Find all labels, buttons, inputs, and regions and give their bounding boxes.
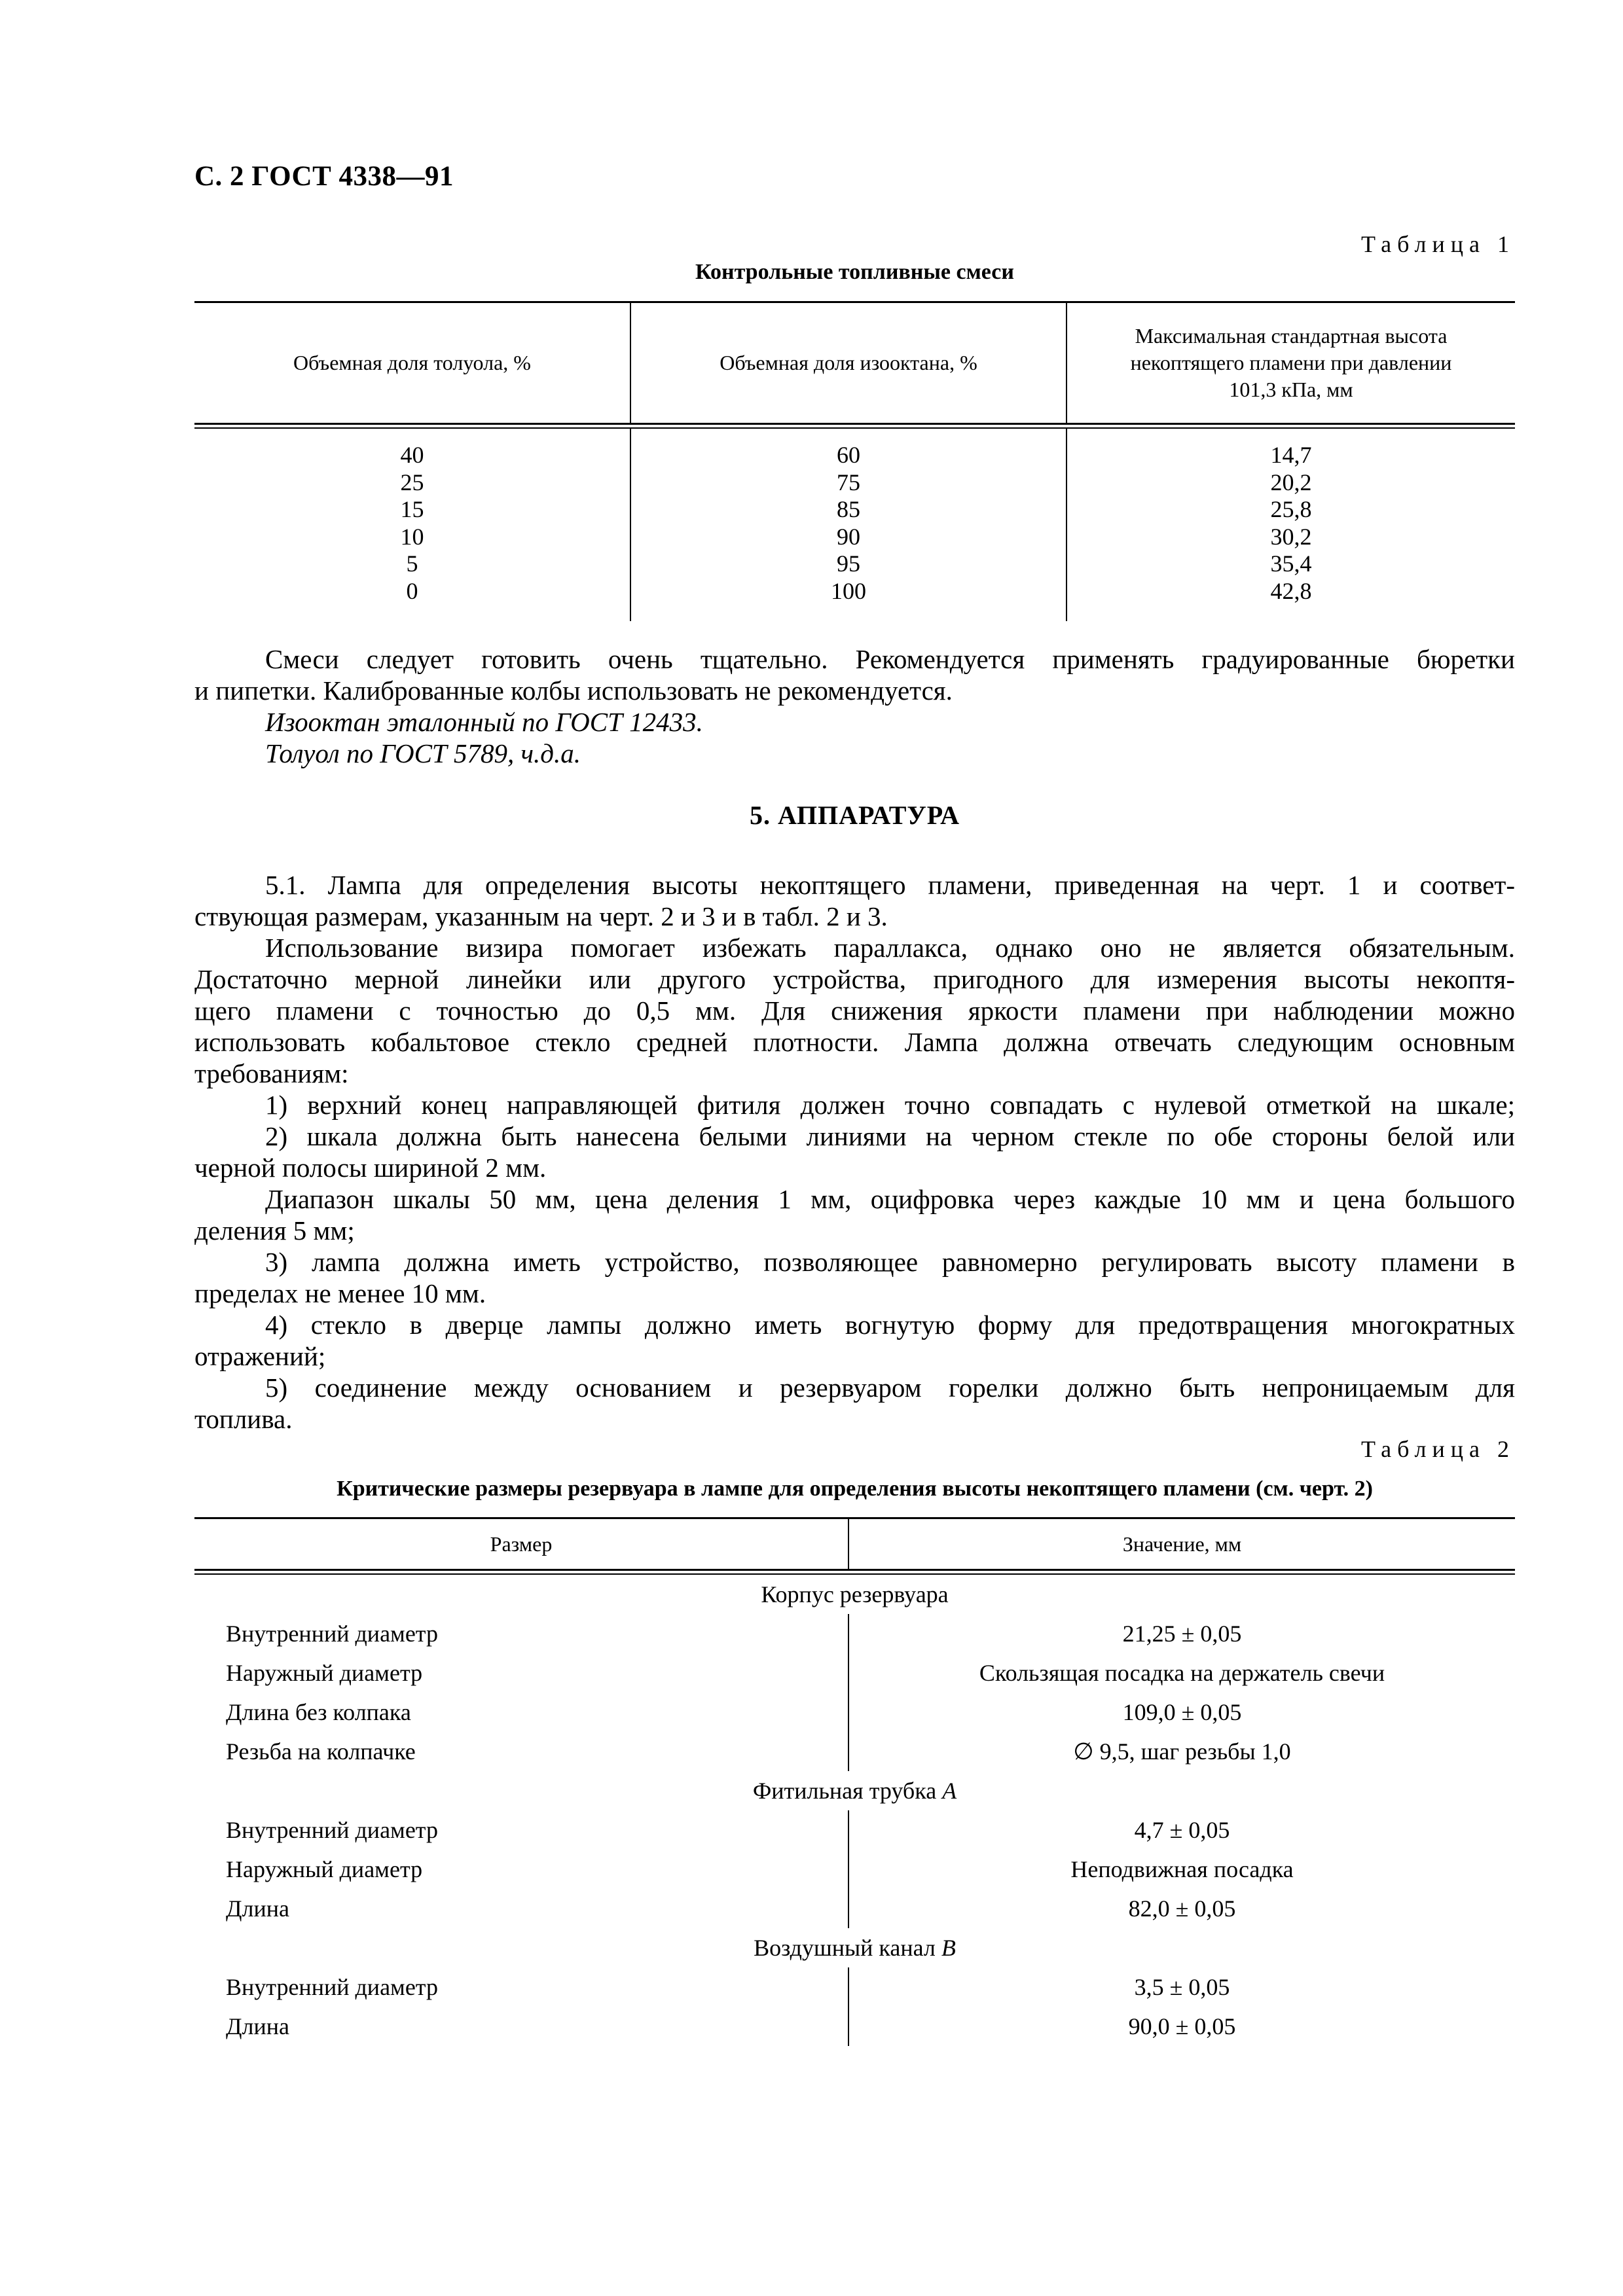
table-cell: Длина bbox=[194, 1889, 849, 1928]
table-row bbox=[194, 1850, 1515, 1889]
table-cell: 30,2 bbox=[1270, 523, 1312, 550]
section-heading: 5. АППАРАТУРА bbox=[750, 800, 960, 830]
table-cell: 75 bbox=[837, 469, 860, 495]
table1-body bbox=[194, 429, 1515, 621]
text-line: щего пламени с точностью до 0,5 мм. Для снижения яркости пламени при наблюдении можно bbox=[194, 996, 1515, 1026]
table1-label: Таблица 1 bbox=[1361, 231, 1515, 257]
table2-group-heading bbox=[194, 1771, 1515, 1810]
table-cell: Внутренний диаметр bbox=[194, 1810, 849, 1850]
table1 bbox=[194, 301, 1515, 621]
table-cell: 20,2 bbox=[1270, 469, 1312, 495]
text-line: использовать кобальтовое стекло средней плотности. Лампа должна отвечать следующим основным bbox=[194, 1027, 1515, 1057]
table-cell: 10 bbox=[400, 523, 424, 550]
table1-header-height-line: некоптящего пламени при давлении bbox=[1130, 351, 1452, 374]
table-cell: 100 bbox=[831, 577, 866, 604]
table2-group-heading: Корпус резервуара bbox=[761, 1581, 949, 1607]
table-cell: Наружный диаметр bbox=[194, 1653, 849, 1693]
table-cell: 5 bbox=[406, 550, 418, 577]
table1-header-row bbox=[194, 303, 1515, 423]
table-row bbox=[194, 1614, 1515, 1653]
table-cell: 25 bbox=[400, 469, 424, 495]
table1-header-isooctane: Объемная доля изооктана, % bbox=[631, 303, 1067, 423]
text-line: Диапазон шкалы 50 мм, цена деления 1 мм, оцифровка через каждые 10 мм и цена большого bbox=[265, 1184, 1515, 1214]
text-line: ствующая размерам, указанным на черт. 2 и 3 и в табл. 2 и 3. bbox=[194, 901, 888, 931]
text-line: отражений; bbox=[194, 1341, 326, 1371]
text-line: требованиям: bbox=[194, 1058, 349, 1088]
table-cell: Неподвижная посадка bbox=[1070, 1856, 1294, 1882]
table1-header-toluene: Объемная доля толуола, % bbox=[194, 303, 631, 423]
table-cell: Длина bbox=[194, 2007, 849, 2046]
text-line: 3) лампа должна иметь устройство, позволяющее равномерно регулировать высоту пламени в bbox=[265, 1247, 1515, 1277]
table-cell: Наружный диаметр bbox=[194, 1850, 849, 1889]
table2-header-rule bbox=[194, 1569, 1515, 1575]
table-cell: 60 bbox=[837, 442, 860, 468]
table-row bbox=[194, 1653, 1515, 1693]
text-line: и пипетки. Калиброванные колбы использовать не рекомендуется. bbox=[194, 675, 953, 706]
text-line: 1) верхний конец направляющей фитиля должен точно совпадать с нулевой отметкой на шкале; bbox=[265, 1090, 1515, 1120]
table1-title: Контрольные топливные смеси bbox=[695, 260, 1014, 284]
table1-header-height-line: 101,3 кПа, мм bbox=[1229, 378, 1353, 401]
mixtures-note bbox=[194, 643, 1515, 769]
text-line: деления 5 мм; bbox=[194, 1215, 355, 1246]
text-line: Использование визира помогает избежать параллакса, однако оно не является обязательным. bbox=[265, 933, 1515, 963]
table-row bbox=[194, 1693, 1515, 1732]
table-cell: 21,25 ± 0,05 bbox=[1122, 1621, 1242, 1647]
table-cell: Скользящая посадка на держатель свечи bbox=[979, 1660, 1385, 1686]
table1-column-height bbox=[1067, 429, 1515, 621]
section5-body bbox=[194, 869, 1515, 1435]
table2-header-size: Размер bbox=[194, 1519, 849, 1569]
table-cell: 82,0 ± 0,05 bbox=[1128, 1895, 1236, 1922]
table1-header-height-line: Максимальная стандартная высота bbox=[1135, 324, 1448, 348]
table-cell: 95 bbox=[837, 550, 860, 577]
table-cell: 35,4 bbox=[1270, 550, 1312, 577]
table-cell: 109,0 ± 0,05 bbox=[1122, 1699, 1242, 1725]
table-cell: 40 bbox=[400, 442, 424, 468]
group-name: Фитильная трубка bbox=[752, 1778, 943, 1804]
table2-label: Таблица 2 bbox=[1361, 1436, 1515, 1462]
table-row bbox=[194, 1967, 1515, 2007]
table-cell: ∅ 9,5, шаг резьбы 1,0 bbox=[1073, 1738, 1291, 1765]
table1-header-height bbox=[1067, 303, 1515, 423]
table2-header-value: Значение, мм bbox=[1122, 1532, 1242, 1556]
text-line: Достаточно мерной линейки или другого устройства, пригодного для измерения высоты некоптя- bbox=[194, 964, 1515, 994]
text-line: 5) соединение между основанием и резервуаром горелки должно быть непроницаемым для bbox=[265, 1372, 1515, 1403]
text-line: топлива. bbox=[194, 1404, 293, 1434]
table-cell: 85 bbox=[837, 496, 860, 522]
table2-title: Критические размеры резервуара в лампе для определения высоты некоптящего пламени (см. черт. 2) bbox=[337, 1477, 1373, 1501]
table-cell: 14,7 bbox=[1270, 442, 1312, 468]
table-cell: Резьба на колпачке bbox=[194, 1732, 849, 1771]
table1-column-toluene bbox=[194, 429, 631, 621]
table-cell: 90,0 ± 0,05 bbox=[1128, 2013, 1236, 2039]
running-head: С. 2 ГОСТ 4338—91 bbox=[194, 161, 454, 192]
table-cell: Длина без колпака bbox=[194, 1693, 849, 1732]
isooctane-reference: Изооктан эталонный по ГОСТ 12433. bbox=[265, 707, 703, 737]
text-line: черной полосы шириной 2 мм. bbox=[194, 1153, 547, 1183]
table-cell: 0 bbox=[406, 577, 418, 604]
table-cell: Внутренний диаметр bbox=[194, 1614, 849, 1653]
group-letter: А bbox=[942, 1778, 957, 1804]
text-line: 4) стекло в дверце лампы должно иметь вогнутую форму для предотвращения многократных bbox=[265, 1310, 1515, 1340]
table-row bbox=[194, 1810, 1515, 1850]
text-line: Смеси следует готовить очень тщательно. Рекомендуется применять градуированные бюретки bbox=[265, 644, 1515, 674]
table2 bbox=[194, 1517, 1515, 2046]
table-cell: 90 bbox=[837, 523, 860, 550]
text-line: пределах не менее 10 мм. bbox=[194, 1278, 486, 1308]
table-cell: 3,5 ± 0,05 bbox=[1134, 1974, 1230, 2000]
table2-group-heading bbox=[194, 1928, 1515, 1967]
group-letter: В bbox=[941, 1935, 956, 1961]
table-row bbox=[194, 2007, 1515, 2046]
table2-header-row bbox=[194, 1519, 1515, 1569]
table1-header-rule bbox=[194, 423, 1515, 429]
toluene-reference: Толуол по ГОСТ 5789, ч.д.а. bbox=[265, 738, 581, 768]
table-cell: 25,8 bbox=[1270, 496, 1312, 522]
text-line: 2) шкала должна быть нанесена белыми линиями на черном стекле по обе стороны белой или bbox=[265, 1121, 1515, 1151]
table-cell: 4,7 ± 0,05 bbox=[1134, 1817, 1230, 1843]
table-cell: 15 bbox=[400, 496, 424, 522]
table-cell: 42,8 bbox=[1270, 577, 1312, 604]
group-name: Воздушный канал bbox=[754, 1935, 941, 1961]
text-line: 5.1. Лампа для определения высоты некоптящего пламени, приведенная на черт. 1 и соответ- bbox=[265, 870, 1515, 900]
table-row bbox=[194, 1889, 1515, 1928]
table1-column-isooctane bbox=[631, 429, 1067, 621]
table-row bbox=[194, 1732, 1515, 1771]
table-cell: Внутренний диаметр bbox=[194, 1967, 849, 2007]
